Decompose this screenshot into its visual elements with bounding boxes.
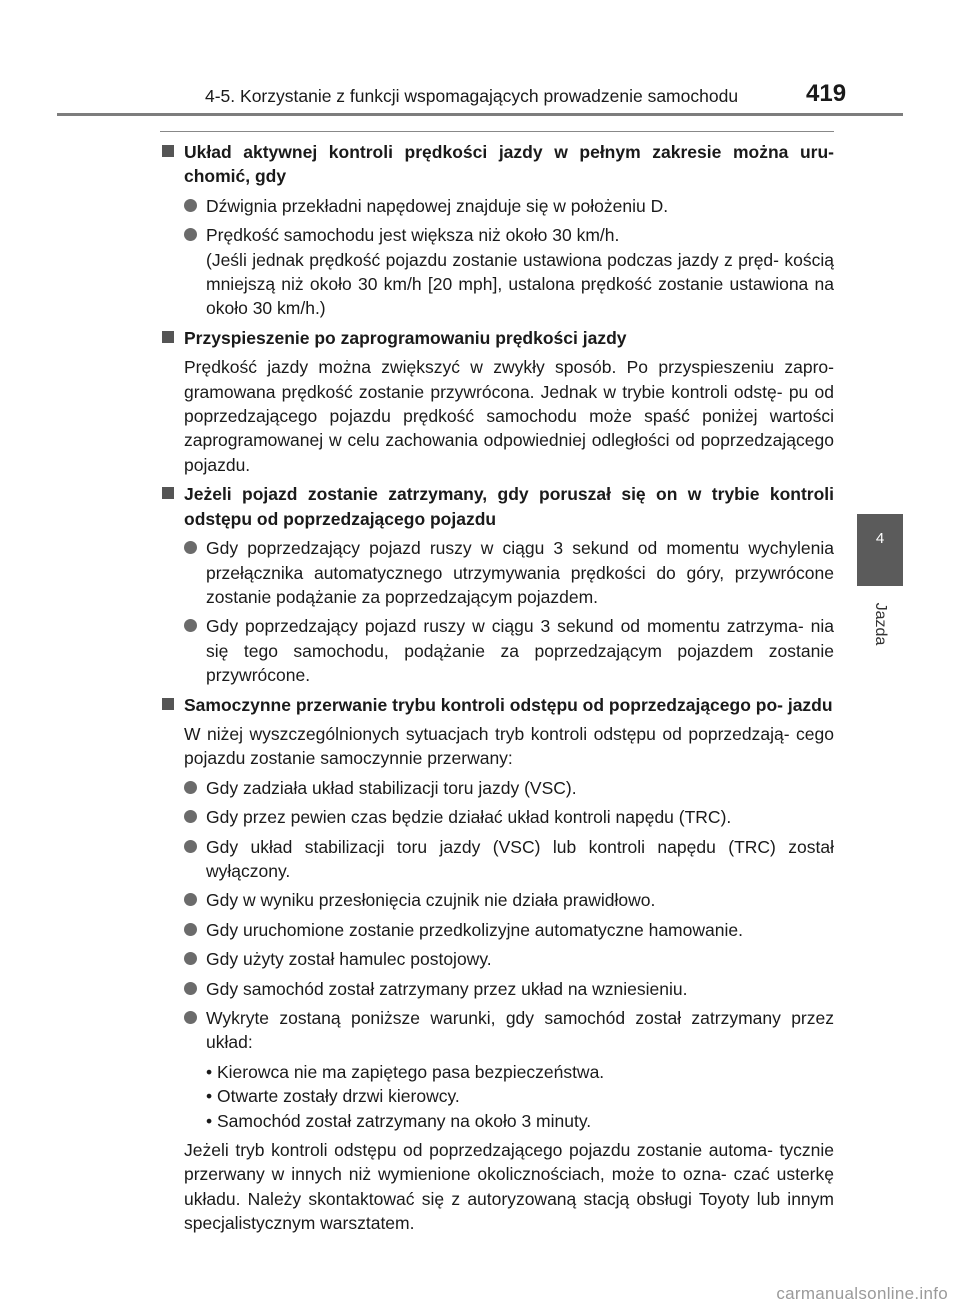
bullet-item (162, 614, 834, 687)
square-bullet-icon (162, 145, 174, 157)
condition-item: • Otwarte zostały drzwi kierowcy. (206, 1086, 460, 1107)
section-heading-text: Przyspieszenie po zaprogramowaniu prędkości jazdy (184, 327, 627, 348)
section-heading (162, 693, 834, 717)
section-heading-text: Samoczynne przerwanie trybu kontroli odstępu od poprzedzającego po- jazdu (184, 694, 833, 715)
circle-bullet-icon (184, 893, 197, 906)
paragraph: W niżej wyszczególnionych sytuacjach tryb kontroli odstępu od poprzedzają- cego pojazdu zostanie samoczynnie przerwany: (184, 723, 834, 769)
square-bullet-icon (162, 698, 174, 710)
bullet-item (162, 918, 834, 942)
circle-bullet-icon (184, 199, 197, 212)
bullet-item (162, 1006, 834, 1055)
section-heading (162, 140, 834, 189)
condition-list (162, 1060, 834, 1133)
bullet-text: Gdy samochód został zatrzymany przez układ na wzniesieniu. (206, 978, 688, 999)
chapter-label-text: Jazda (872, 602, 889, 646)
page-number: 419 (806, 80, 847, 107)
section-heading-text: Jeżeli pojazd zostanie zatrzymany, gdy poruszał się on w trybie kontroli odstępu od poprzedzającego pojazdu (184, 484, 834, 529)
bullet-text: Gdy zadziała układ stabilizacji toru jazdy (VSC). (206, 777, 577, 798)
paragraph: Prędkość jazdy można zwiększyć w zwykły sposób. Po przyspieszeniu zapro- gramowana prędkość zostanie przywrócona. Jednak w trybie kontroli odstę- pu od poprzedzającego pojazdu prędkość samochodu może spaść poniżej wartości zaprogramowanej w celu zachowania odpowiedniej odległości od poprzedzającego pojazdu. (184, 357, 834, 475)
bullet-text: Gdy poprzedzający pojazd ruszy w ciągu 3 sekund od momentu zatrzyma- nia się tego samochodu, podążanie za poprzedzającym pojazdem zostanie przywrócone. (206, 616, 834, 686)
bullet-text: Gdy w wyniku przesłonięcia czujnik nie działa prawidłowo. (206, 890, 656, 911)
section-heading (162, 482, 834, 531)
header-title: 4-5. Korzystanie z funkcji wspomagających prowadzenie samochodu (205, 86, 739, 106)
bullet-item (162, 805, 834, 829)
bullet-item (162, 194, 834, 218)
bullet-text: Prędkość samochodu jest większa niż około 30 km/h. (206, 225, 620, 246)
bullet-item (162, 977, 834, 1001)
square-bullet-icon (162, 487, 174, 499)
circle-bullet-icon (184, 952, 197, 965)
page-header (0, 0, 960, 112)
bullet-item (162, 536, 834, 609)
circle-bullet-icon (184, 781, 197, 794)
header-rule (57, 113, 903, 116)
section-heading (162, 326, 834, 350)
bullet-text: Gdy poprzedzający pojazd ruszy w ciągu 3 sekund od momentu wychylenia przełącznika automatycznego utrzymywania prędkości do góry, przywrócone zostanie podążanie za poprzedzającym pojazdem. (206, 538, 834, 607)
bullet-text: Gdy przez pewien czas będzie działać układ kontroli napędu (TRC). (206, 807, 732, 828)
circle-bullet-icon (184, 840, 197, 853)
bullet-item (162, 223, 834, 321)
bullet-text: Gdy układ stabilizacji toru jazdy (VSC) lub kontroli napędu (TRC) został wyłączony. (206, 836, 834, 881)
paragraph: Jeżeli tryb kontroli odstępu od poprzedzającego pojazdu zostanie automa- tycznie przerwany w innych niż wymienione okolicznościach, może to ozna- czać usterkę układu. Należy skontaktować się z autoryzowaną stacją obsługi Toyoty lub innym specjalistycznym warsztatem. (184, 1140, 834, 1234)
square-bullet-icon (162, 331, 174, 343)
bullet-item (162, 835, 834, 884)
circle-bullet-icon (184, 228, 197, 241)
circle-bullet-icon (184, 619, 197, 632)
condition-item: • Kierowca nie ma zapiętego pasa bezpieczeństwa. (206, 1061, 605, 1082)
section-heading-text: Układ aktywnej kontroli prędkości jazdy w pełnym zakresie można uru- chomić, gdy (184, 142, 834, 187)
watermark: carmanualsonline.info (776, 1284, 948, 1303)
condition-item: • Samochód został zatrzymany na około 3 minuty. (206, 1110, 592, 1131)
chapter-number: 4 (875, 530, 885, 547)
circle-bullet-icon (184, 982, 197, 995)
circle-bullet-icon (184, 923, 197, 936)
bullet-text: Dźwignia przekładni napędowej znajduje się w położeniu D. (206, 195, 669, 216)
chapter-tab[interactable] (857, 514, 903, 586)
circle-bullet-icon (184, 810, 197, 823)
bullet-item (162, 947, 834, 971)
circle-bullet-icon (184, 1011, 197, 1024)
page-content (162, 140, 834, 1241)
bullet-item (162, 776, 834, 800)
bullet-text: Gdy uruchomione zostanie przedkolizyjne automatyczne hamowanie. (206, 919, 743, 940)
bullet-note: (Jeśli jednak prędkość pojazdu zostanie ustawiona podczas jazdy z pręd- kością mniejszą niż około 30 km/h [20 mph], ustalona prędkość zostanie ustawiona na około 30 km/h.) (206, 249, 834, 319)
bullet-item (162, 888, 834, 912)
bullet-text: Gdy użyty został hamulec postojowy. (206, 949, 492, 970)
chapter-label (857, 594, 903, 654)
content-rule (160, 131, 834, 132)
circle-bullet-icon (184, 541, 197, 554)
bullet-text: Wykryte zostaną poniższe warunki, gdy samochód został zatrzymany przez układ: (206, 1008, 834, 1053)
